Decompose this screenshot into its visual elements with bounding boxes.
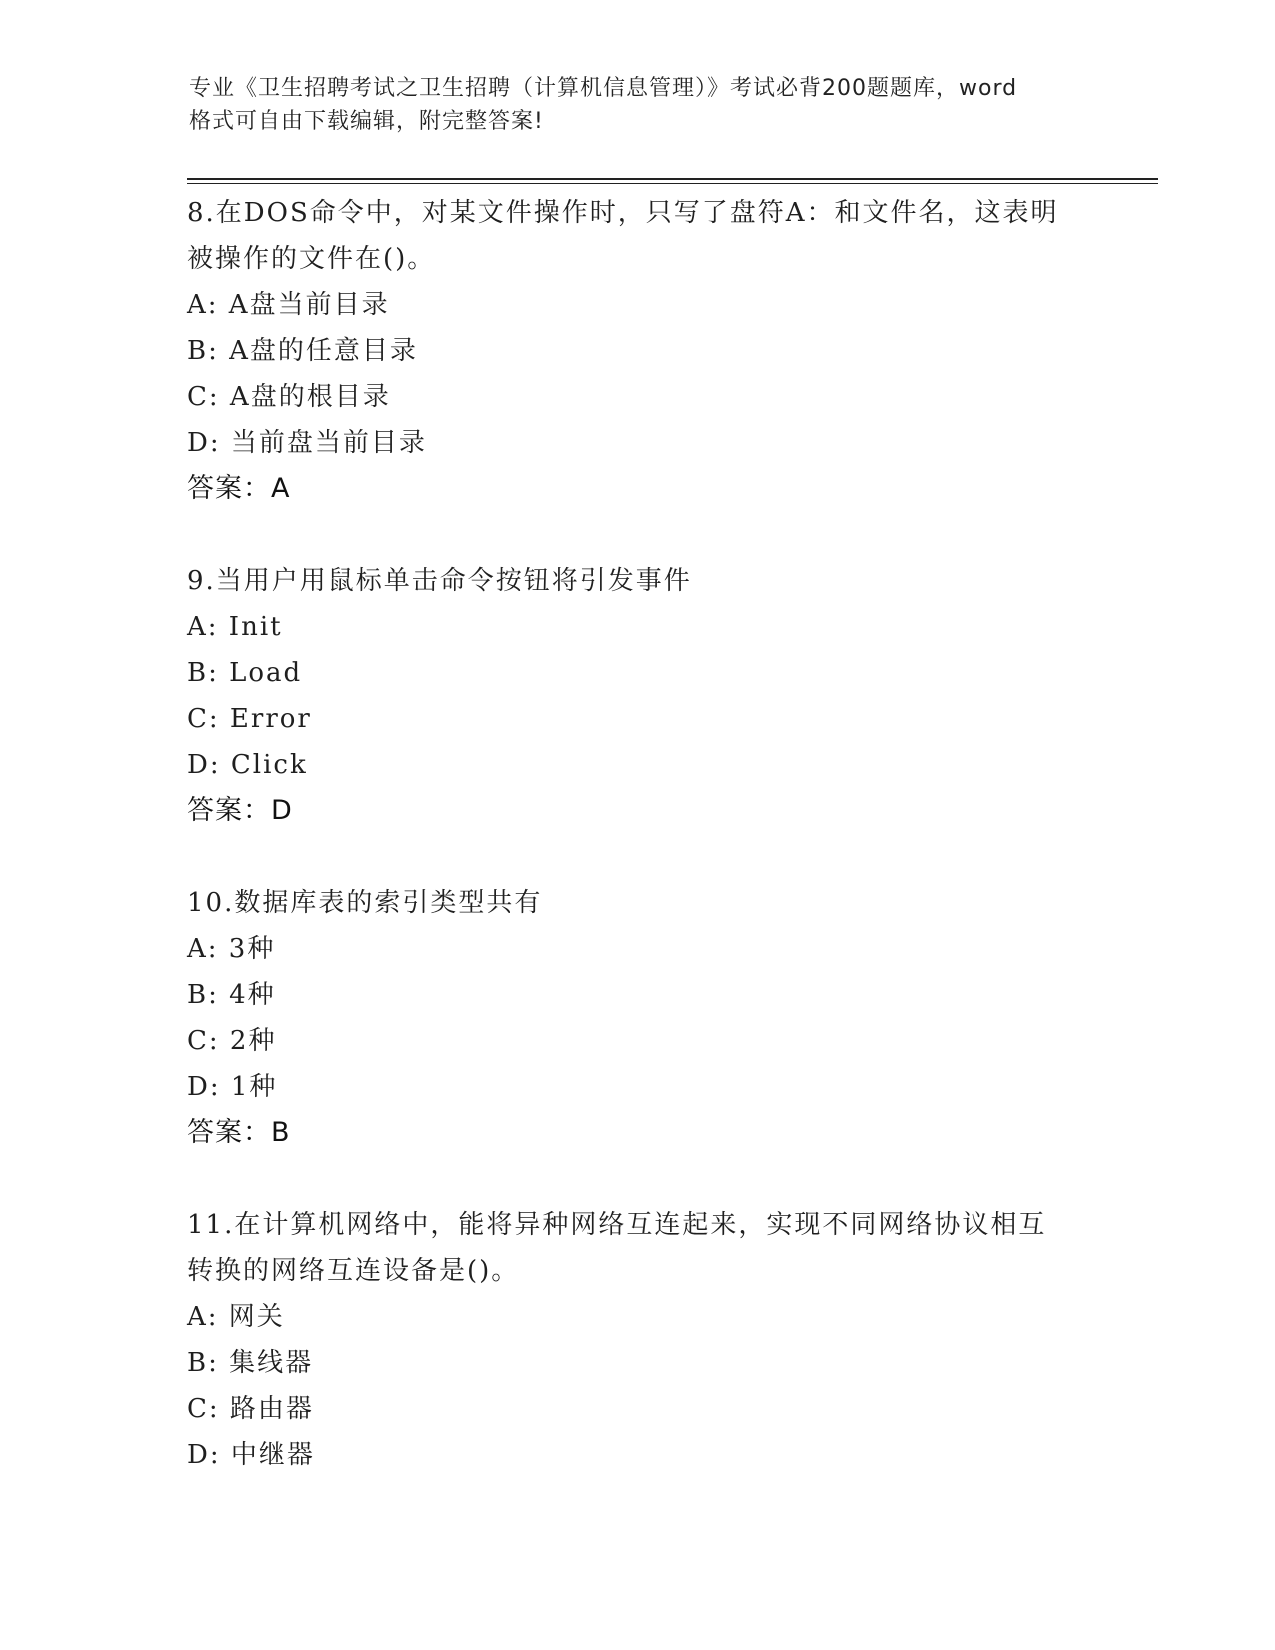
option-a: A: A盘当前目录 [187, 290, 390, 320]
header-line-1: 专业《卫生招聘考试之卫生招聘（计算机信息管理）》考试必背200题题库，word [189, 76, 1018, 101]
answer-line: 答案：A [187, 473, 291, 504]
option-b: B: Load [187, 658, 303, 688]
question-list [187, 190, 1147, 1524]
option-d: D: 当前盘当前目录 [187, 428, 427, 458]
header-divider-thin [187, 183, 1158, 184]
option-d: D: 1种 [187, 1072, 278, 1102]
option-a: A: Init [187, 612, 283, 642]
question-item [187, 1202, 1147, 1478]
question-stem-line: 被操作的文件在()。 [187, 244, 436, 274]
option-a: A: 网关 [187, 1302, 285, 1332]
option-c: C: Error [187, 704, 312, 734]
option-c: C: A盘的根目录 [187, 382, 391, 412]
question-item [187, 558, 1147, 834]
option-d: D: 中继器 [187, 1440, 315, 1470]
option-d: D: Click [187, 750, 308, 780]
question-stem-line: 11.在计算机网络中，能将异种网络互连起来，实现不同网络协议相互 [187, 1210, 1047, 1240]
question-stem-line: 9.当用户用鼠标单击命令按钮将引发事件 [187, 566, 692, 596]
header-divider-thick [187, 178, 1158, 180]
question-stem-line: 转换的网络互连设备是()。 [187, 1256, 520, 1286]
option-b: B: A盘的任意目录 [187, 336, 418, 366]
header-line-2: 格式可自由下载编辑，附完整答案! [189, 109, 544, 134]
question-item [187, 190, 1147, 512]
document-header [189, 72, 1089, 138]
answer-line: 答案：B [187, 1117, 291, 1148]
option-a: A: 3种 [187, 934, 276, 964]
option-c: C: 2种 [187, 1026, 277, 1056]
question-item [187, 880, 1147, 1156]
question-stem-line: 8.在DOS命令中，对某文件操作时，只写了盘符A：和文件名，这表明 [187, 198, 1059, 228]
option-b: B: 4种 [187, 980, 276, 1010]
answer-line: 答案：D [187, 795, 293, 826]
question-stem-line: 10.数据库表的索引类型共有 [187, 888, 543, 918]
option-b: B: 集线器 [187, 1348, 314, 1378]
option-c: C: 路由器 [187, 1394, 314, 1424]
